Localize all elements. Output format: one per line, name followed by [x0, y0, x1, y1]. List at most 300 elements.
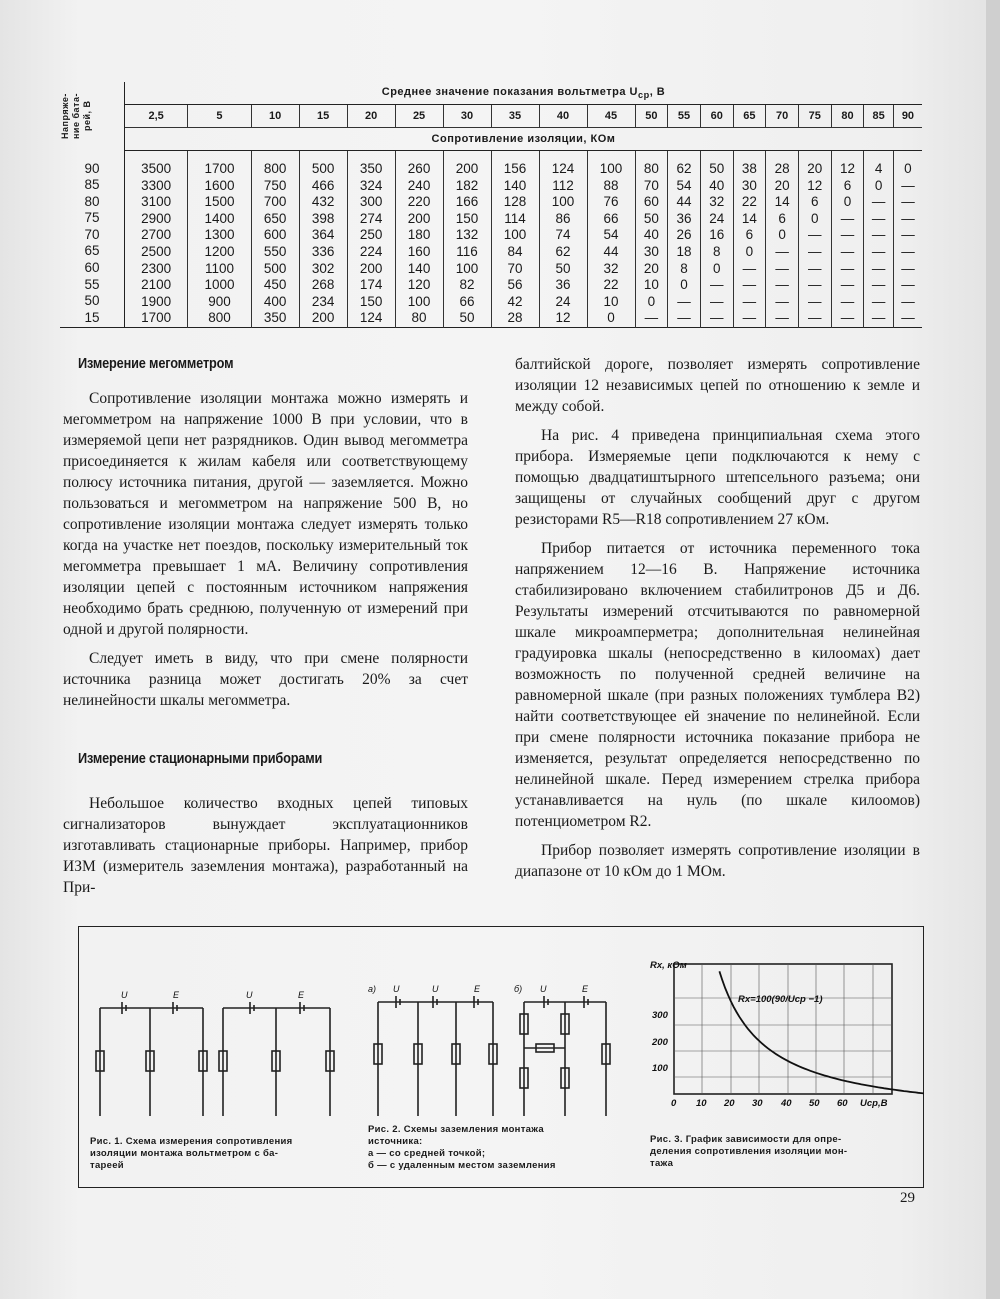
table-cell: 324 [359, 177, 383, 193]
battery-voltage-value: 65 [84, 243, 100, 259]
table-cell: 6 [778, 210, 786, 226]
table-cell: — [840, 260, 855, 276]
table-cell: 1500 [204, 194, 235, 210]
table-cell: — [677, 293, 691, 309]
fig3-xlabel: Uср,В [860, 1098, 888, 1109]
table-cell: 302 [311, 260, 335, 276]
voltage-header-cell: 70 [766, 105, 799, 128]
table-cell: — [808, 243, 822, 259]
fig3-xtick: 0 [671, 1098, 677, 1109]
table-cell: 100 [455, 260, 479, 276]
table-cell: 180 [407, 227, 431, 243]
table-cell: 56 [507, 277, 523, 293]
table-cell: 200 [455, 161, 479, 176]
table-cell: 28 [507, 310, 523, 326]
table-cell: 550 [263, 243, 287, 259]
table-cell: 22 [741, 194, 757, 210]
table-cell: 82 [459, 277, 475, 293]
table-cell: 24 [709, 210, 725, 226]
table-cell: 20 [774, 177, 790, 193]
resistance-column [893, 151, 922, 328]
table-cell: — [775, 277, 789, 293]
table-cell: 100 [503, 227, 527, 243]
table-cell: 0 [647, 293, 656, 309]
table-cell: 6 [811, 194, 819, 210]
caption-line: а — со средней точкой; [368, 1148, 486, 1159]
table-cell: 800 [263, 161, 287, 176]
battery-voltage-value: 75 [84, 210, 100, 226]
table-cell: 3100 [141, 194, 172, 210]
fig3-xtick: 20 [724, 1098, 735, 1109]
right-column [515, 354, 920, 882]
paragraph: Прибор питается от источника переменного тока напряжением 12—16 В. Напряжение источника стабилизировано включением стабилитронов Д5 и Д6. Результаты измерений отсчитываются по равномерной шкале микроамперметра; дополнительная нелинейная градуировка шкалы (непосредственно в килоомах) дает возможность по полученной средней величине на равномерной шкале (при разных положениях тумблера В2) найти соответствующее ей значение по нелинейной. Если при смене полярности источника показание прибора не изменяется, результат определяется непосредственно по нелинейной шкале. Перед измерением стрелка прибора устанавливается на нуль (по шкале килоомов) потенциометром R2. [515, 540, 920, 830]
fig3-xtick: 30 [752, 1098, 763, 1109]
table-cell: 260 [407, 161, 431, 176]
table-cell: 268 [311, 277, 335, 293]
table-cell: — [901, 293, 915, 309]
table-cell: 14 [741, 210, 757, 226]
table-cell: 600 [263, 227, 287, 243]
voltage-header-cell: 25 [395, 105, 443, 128]
table-cell: 364 [311, 227, 335, 243]
table-cell: — [840, 293, 855, 309]
table-cell: — [901, 260, 915, 276]
table-cell: 128 [503, 194, 527, 210]
resistance-column [700, 151, 733, 328]
voltage-header-cell: 45 [587, 105, 635, 128]
table-cell: 16 [709, 227, 725, 243]
table-cell: 398 [311, 210, 335, 226]
table-cell: — [808, 260, 822, 276]
table-cell: — [871, 310, 886, 326]
table-cell: — [775, 310, 789, 326]
table-cell: 350 [359, 161, 383, 176]
resistance-column [299, 151, 347, 328]
table-cell: — [871, 210, 886, 226]
table-cell: 700 [263, 194, 287, 210]
resistance-column [251, 151, 299, 328]
table-cell: — [742, 260, 757, 276]
table-cell: — [901, 227, 915, 243]
table-cell: 450 [263, 277, 287, 293]
table-cell: 0 [811, 210, 819, 226]
label-ub-a: U [393, 984, 400, 994]
table-cell: — [808, 227, 822, 243]
voltage-header-cell: 5 [188, 105, 251, 128]
resistance-table [60, 82, 922, 328]
row-header: Напряже-ние бата-рей, В [60, 93, 92, 140]
resistance-column [798, 151, 831, 328]
voltage-header-cell: 2,5 [125, 105, 188, 128]
voltage-header-cell: 90 [893, 105, 922, 128]
table-cell: 336 [311, 243, 335, 259]
fig3-formula: Rx=100(90/Uср −1) [738, 994, 823, 1005]
table-cell: 150 [359, 293, 383, 309]
voltage-header-cell: 85 [864, 105, 894, 128]
fig3-xtick: 50 [809, 1098, 820, 1109]
left-column-block-2 [63, 793, 468, 898]
caption-line: деления сопротивления изоляции мон- [650, 1146, 848, 1157]
resistance-header: Сопротивление изоляции, КОм [125, 128, 923, 151]
voltage-header-cell: 55 [668, 105, 701, 128]
table-cell: 80 [643, 161, 659, 176]
table-cell: 100 [599, 161, 623, 176]
table-cell: 0 [712, 260, 721, 276]
table-cell: 0 [680, 277, 688, 293]
paragraph: балтийской дороге, позволяет измерять сопротивление изоляции 12 независимых цепей по отношению к земле и между собой. [515, 356, 920, 415]
table-cell: 36 [555, 277, 571, 293]
table-cell: 54 [676, 177, 692, 193]
label-b: б) [514, 984, 523, 994]
paragraph: Следует иметь в виду, что при смене полярности источника разница может достигать 20% за счет нелинейности шкалы мегомметра. [63, 650, 468, 709]
paragraph: Сопротивление изоляции монтажа можно измерять и мегомметром на напряжение 1000 В при условии, что в измеряемой цепи нет разрядников. Один вывод мегомметра присоединяется к жилам кабеля или соответствующему полюсу источника питания, другой — заземляется. Можно пользоваться и мегомметром на напряжение 500 В, но сопротивление изоляции монтажа следует измерять только когда на участке нет поездов, поскольку измерительный ток мегомметра превышает 1 мА. Величину сопротивления изоляции цепей с постоянным источником напряжения необходимо брать среднюю, полученную от измерений при одной и другой полярности. [63, 390, 468, 638]
caption-line: Рис. 2. Схемы заземления монтажа [368, 1124, 544, 1135]
table-cell: 2500 [141, 243, 172, 259]
table-cell: — [901, 243, 915, 259]
table-cell: 0 [874, 177, 883, 193]
table-cell: 12 [839, 161, 855, 176]
table-cell: 50 [709, 161, 725, 176]
battery-voltage-value: 70 [84, 226, 100, 242]
table-cell: 900 [208, 293, 231, 309]
table-cell: 44 [603, 243, 619, 259]
battery-voltage-value: 60 [84, 260, 100, 276]
table-cell: 54 [603, 227, 619, 243]
table-cell: — [840, 277, 855, 293]
paragraph: Небольшое количество входных цепей типовых сигнализаторов вынуждает эксплуатационников изготавливать стационарные приборы. Например, прибор ИЗМ (измеритель заземления монтажа), разработанный на При- [63, 795, 468, 896]
table-cell: — [840, 243, 855, 259]
caption-line: тареей [90, 1160, 124, 1171]
table-cell: 750 [263, 177, 287, 193]
label-ub-b: U [540, 984, 547, 994]
table-cell: — [871, 277, 886, 293]
table-cell: 240 [407, 177, 431, 193]
table-cell: 6 [745, 227, 754, 243]
table-cell: 166 [455, 194, 479, 210]
table-cell: 100 [551, 194, 575, 210]
fig3-ylabel: Rx, кОм [650, 960, 687, 971]
table-cell: 6 [843, 177, 852, 193]
resistance-column [491, 151, 539, 328]
table-cell: 124 [359, 310, 383, 326]
table-cell: 26 [676, 227, 692, 243]
fig3-ytick: 100 [652, 1063, 668, 1074]
table-cell: 432 [311, 194, 335, 210]
table-cell: 500 [311, 161, 335, 176]
fig3-caption [650, 1134, 910, 1170]
fig3-curve [719, 971, 924, 1093]
table-cell: 32 [603, 260, 619, 276]
fig3-xtick: 10 [696, 1098, 707, 1109]
table-cell: 0 [745, 243, 754, 259]
table-cell: — [871, 243, 886, 259]
fig2-caption [368, 1124, 618, 1172]
table-cell: — [901, 177, 915, 193]
table-cell: 10 [603, 293, 619, 309]
resistance-column [587, 151, 635, 328]
caption-line: тажа [650, 1158, 674, 1169]
table-cell: 0 [843, 194, 852, 210]
table-cell: 140 [503, 177, 527, 193]
table-cell: 38 [741, 161, 757, 176]
table-cell: 1600 [204, 177, 235, 193]
table-cell: 1400 [204, 210, 235, 226]
voltage-header-cell: 50 [635, 105, 668, 128]
battery-voltage-value: 55 [84, 276, 100, 292]
table-cell: 174 [359, 277, 383, 293]
battery-voltage-value: 15 [84, 309, 100, 325]
table-cell: 36 [676, 210, 692, 226]
label-ub-a2: U [432, 984, 439, 994]
table-cell: 300 [359, 194, 383, 210]
row-header-cell [60, 82, 125, 151]
table-cell: 1700 [141, 310, 172, 326]
table-cell: 112 [552, 177, 574, 193]
label-ub2: U [246, 990, 253, 1000]
table-cell: — [808, 310, 822, 326]
table-cell: 114 [504, 210, 526, 226]
table-cell: 1200 [204, 243, 235, 259]
table-cell: — [709, 293, 724, 309]
table-cell: 800 [208, 310, 231, 326]
table-cell: 160 [407, 243, 431, 259]
voltage-header-cell: 10 [251, 105, 299, 128]
table-cell: 120 [407, 277, 431, 293]
label-ub: U [121, 990, 128, 1000]
table-cell: 234 [311, 293, 335, 309]
table-cell: 70 [507, 260, 523, 276]
table-body-row [60, 151, 922, 328]
table-cell: 0 [904, 161, 912, 176]
resistance-column [539, 151, 587, 328]
resistance-column [443, 151, 491, 328]
table-cell: — [742, 310, 757, 326]
table-cell: 2900 [141, 210, 172, 226]
table-cell: 84 [507, 243, 523, 259]
table-cell: 116 [456, 243, 478, 259]
fig1-caption [90, 1136, 340, 1172]
label-e2: E [298, 990, 305, 1000]
table-cell: 62 [555, 243, 571, 259]
table-cell: 3300 [141, 177, 172, 193]
table-cell: 66 [603, 210, 619, 226]
resistance-column [864, 151, 894, 328]
table-cell: 30 [643, 243, 659, 259]
table-cell: — [742, 277, 757, 293]
voltmeter-header [125, 82, 923, 105]
table-cell: 500 [263, 260, 287, 276]
table-cell: 44 [676, 194, 692, 210]
table-cell: 224 [359, 243, 383, 259]
table-cell: 1100 [204, 260, 234, 276]
label-a: а) [368, 984, 377, 994]
heading-megohmmeter: Измерение мегомметром [78, 355, 234, 372]
voltage-header-cell: 60 [700, 105, 733, 128]
table-cell: 62 [676, 161, 692, 176]
label-e-a: E [474, 984, 481, 994]
caption-line: источника: [368, 1136, 423, 1147]
voltage-header-cell: 30 [443, 105, 491, 128]
fig3-xtick: 40 [781, 1098, 792, 1109]
table-cell: — [775, 260, 789, 276]
table-cell: 24 [555, 293, 571, 309]
table-cell: — [901, 277, 915, 293]
table-cell: 2700 [141, 227, 172, 243]
resistance-column [188, 151, 251, 328]
table-cell: — [871, 227, 886, 243]
voltage-header-cell: 40 [539, 105, 587, 128]
fig3-ytick: 300 [652, 1010, 668, 1021]
table-cell: 132 [455, 227, 479, 243]
label-e: E [173, 990, 180, 1000]
voltage-row [60, 105, 922, 128]
table-cell: 40 [643, 227, 659, 243]
page-number: 29 [900, 1190, 915, 1206]
table-cell: — [644, 310, 659, 326]
resistance-column [733, 151, 766, 328]
table-cell: 220 [407, 194, 431, 210]
table-cell: 0 [607, 310, 615, 326]
table-cell: — [840, 310, 855, 326]
table-cell: 650 [263, 210, 287, 226]
table-cell: — [901, 194, 915, 210]
table-cell: 28 [774, 161, 790, 176]
resistance-column [125, 151, 188, 328]
table-cell: 20 [643, 260, 659, 276]
resistance-column [766, 151, 799, 328]
table-cell: 156 [503, 161, 527, 176]
table-cell: — [808, 277, 822, 293]
table-cell: — [742, 293, 757, 309]
table-cell: 70 [643, 177, 659, 193]
table-cell: — [775, 293, 789, 309]
table-cell: 66 [459, 293, 475, 309]
resistance-column [395, 151, 443, 328]
resistance-column [831, 151, 864, 328]
table-cell: 3500 [141, 161, 172, 176]
table-cell: 10 [643, 277, 659, 293]
fig3-xtick: 60 [837, 1098, 848, 1109]
table-cell: 274 [359, 210, 383, 226]
battery-voltage-value: 50 [84, 293, 100, 309]
caption-line: б — с удаленным местом заземления [368, 1160, 556, 1171]
voltage-header-cell: 65 [733, 105, 766, 128]
table-cell: 2300 [141, 260, 172, 276]
table-cell: 1700 [204, 161, 235, 176]
left-column-block-1 [63, 388, 468, 711]
table-cell: 8 [712, 243, 721, 259]
table-cell: — [709, 277, 724, 293]
table-cell: — [775, 243, 789, 259]
voltmeter-header-unit: , В [649, 85, 666, 98]
table-cell: 74 [555, 227, 571, 243]
voltmeter-header-text: Среднее значение показания вольтметра U [381, 85, 638, 98]
table-cell: 20 [807, 161, 823, 176]
table-cell: 8 [680, 260, 688, 276]
table-cell: 466 [311, 177, 335, 193]
table-cell: 350 [263, 310, 287, 326]
table-cell: 400 [263, 293, 287, 309]
heading-stationary: Измерение стационарными приборами [78, 750, 323, 767]
table-cell: 86 [555, 210, 571, 226]
table-cell: 182 [455, 177, 479, 193]
voltage-header-cell: 15 [299, 105, 347, 128]
battery-voltage-column [60, 151, 125, 328]
resistance-column [635, 151, 668, 328]
table-cell: 76 [603, 194, 619, 210]
resistance-column [347, 151, 395, 328]
paragraph: На рис. 4 приведена принципиальная схема этого прибора. Измеряемые цепи подключаются к нему с помощью двадцатиштырного штепсельного разъема; они защищены от случайных сообщений друг с другом резисторами R5—R18 сопротивлением 27 кОм. [515, 427, 920, 528]
voltage-header-cell: 80 [831, 105, 864, 128]
table-cell: 32 [709, 194, 725, 210]
voltage-header-cell: 20 [347, 105, 395, 128]
caption-line: Рис. 1. Схема измерения сопротивления [90, 1136, 293, 1147]
table-cell: — [840, 227, 855, 243]
table-cell: 140 [407, 260, 431, 276]
table-cell: 80 [411, 310, 427, 326]
voltage-header-cell: 35 [491, 105, 539, 128]
table-cell: 14 [774, 194, 790, 210]
page-edge [986, 0, 1000, 1299]
label-e-b: E [582, 984, 589, 994]
table-cell: 100 [407, 293, 431, 309]
table-cell: — [901, 310, 915, 326]
table-cell: 250 [359, 227, 383, 243]
table-cell: 150 [455, 210, 479, 226]
table-cell: 200 [407, 210, 431, 226]
table-cell: — [840, 210, 855, 226]
table-cell: 50 [459, 310, 475, 326]
table-cell: 30 [741, 177, 757, 193]
voltage-header-cell: 75 [798, 105, 831, 128]
voltmeter-header-sub: ср [638, 90, 650, 101]
table-cell: 22 [603, 277, 619, 293]
table-cell: 200 [311, 310, 335, 326]
table-cell: 88 [603, 177, 619, 193]
table-cell: 1300 [204, 227, 235, 243]
table-cell: — [901, 210, 915, 226]
table-cell: 42 [507, 293, 523, 309]
table-cell: 12 [555, 310, 571, 326]
paragraph: Прибор позволяет измерять сопротивление изоляции в диапазоне от 10 кОм до 1 МОм. [515, 842, 920, 880]
table-cell: — [808, 293, 822, 309]
table-cell: 200 [359, 260, 383, 276]
table-cell: 2100 [141, 277, 172, 293]
battery-voltage-value: 90 [84, 160, 100, 176]
table-cell: 60 [643, 194, 659, 210]
table-cell: 18 [676, 243, 692, 259]
table-cell: — [871, 260, 886, 276]
fig3-ytick: 200 [652, 1037, 668, 1048]
caption-line: Рис. 3. График зависимости для опре- [650, 1134, 842, 1145]
table-cell: — [709, 310, 724, 326]
table-cell: 50 [643, 210, 659, 226]
battery-voltage-value: 80 [84, 193, 100, 209]
table-cell: 1900 [141, 293, 172, 309]
resistance-column [668, 151, 701, 328]
table-cell: — [677, 310, 691, 326]
battery-voltage-value: 85 [84, 177, 100, 193]
table-cell: 124 [551, 161, 575, 176]
table-cell: 1000 [204, 277, 235, 293]
table-cell: — [871, 293, 886, 309]
table-cell: 0 [778, 227, 786, 243]
table-cell: — [871, 194, 886, 210]
table-cell: 12 [807, 177, 823, 193]
table-cell: 40 [709, 177, 725, 193]
table-cell: 4 [874, 161, 883, 176]
table-cell: 50 [555, 260, 571, 276]
